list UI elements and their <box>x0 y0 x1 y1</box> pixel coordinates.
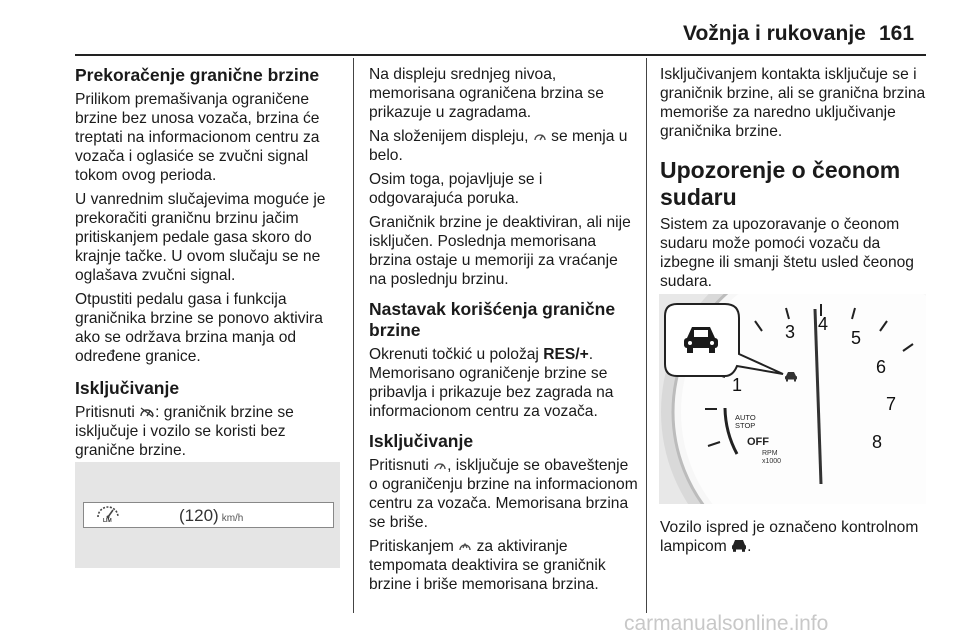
paragraph: Graničnik brzine je deaktiviran, ali nije isključen. Poslednja memorisana brzina ostaje u memoriji za vraćanje na poslednju brzinu. <box>369 214 631 288</box>
tick-label: 3 <box>784 322 796 342</box>
watermark: carmanualsonline.info <box>624 612 829 635</box>
text-span: Na složenijem displeju, <box>369 128 533 145</box>
tick-label: 4 <box>817 314 829 334</box>
text-span: za aktiviranje tempomata deaktivira se graničnik brzine i briše memorisana brzina. <box>369 538 606 593</box>
vehicle-ahead-icon <box>731 539 747 552</box>
paragraph: Sistem za upozoravanje o čeonom sudaru može pomoći vozaču da izbegne ili smanji štetu usled čeonog sudara. <box>660 216 914 290</box>
heading-resume-limiter: Nastavak korišćenja graničnе brzine <box>369 299 616 340</box>
speed-limiter-icon <box>433 459 447 471</box>
rpm-label: x1000 <box>762 458 782 465</box>
text-span: Okrenuti točkić u položaj <box>369 346 544 363</box>
paragraph: Prilikom premašivanja ograničene brzine bez unosa vozača, brzina će treptati na informacionom centru za vozača i oglasiće se zvučni signal tokom ovog perioda. <box>75 91 320 184</box>
text-span: Pritiskanjem <box>369 538 459 555</box>
auto-stop-label: AUTO <box>735 413 756 422</box>
page-header-title: Vožnja i rukovanje <box>683 22 866 45</box>
limiter-off-icon <box>139 406 155 418</box>
limiter-display-bar <box>83 502 334 528</box>
tick-label: 5 <box>850 328 862 348</box>
tachometer-illustration <box>659 294 926 504</box>
speed-limiter-display-figure <box>75 462 340 568</box>
tick-label: 1 <box>731 375 743 395</box>
cruise-control-icon <box>458 540 472 552</box>
column-3 <box>660 65 928 296</box>
text-span: , isključuje se obaveštenje o ograničenju brzine na informacionom centru za vozača. Memorisana brzina se briše. <box>369 457 638 531</box>
heading-switch-off: Isključivanje <box>369 431 474 451</box>
paragraph <box>75 403 343 460</box>
text-span: . <box>747 538 752 555</box>
column-divider-1 <box>353 58 354 613</box>
limit-value <box>179 506 243 526</box>
paragraph: Osim toga, pojavljuje se i odgovarajuća poruka. <box>369 171 543 207</box>
paragraph: Na displeju srednjeg nivoa, memorisana ograničena brzina se prikazuje u zagradama. <box>369 66 604 121</box>
paragraph: U vanrednim slučajevima moguće je prekoračiti graničnu brzinu jačim pritiskanjem pedale gasa skoro do krajnje tačke. U ovom slučaju se ne oglašava zvučni signal. <box>75 191 326 284</box>
column-divider-2 <box>646 58 647 613</box>
heading-forward-collision: Upozorenje o čeonom sudaru <box>660 157 901 210</box>
lim-label: LIM <box>103 518 112 524</box>
tachometer-figure <box>659 294 926 504</box>
column-2 <box>369 65 639 599</box>
paragraph <box>369 537 639 594</box>
heading-switch-off: Isključivanje <box>75 378 180 398</box>
text-span: se menja u belo. <box>369 128 628 164</box>
text-span: : graničnik brzine se isključuje i vozilo se koristi bez graničnе brzine. <box>75 404 294 459</box>
speed-limiter-icon <box>533 130 547 142</box>
paragraph <box>660 518 928 556</box>
paragraph <box>369 345 639 421</box>
auto-stop-label: STOP <box>735 421 756 430</box>
paragraph: Isključivanjem kontakta isključuje se i graničnik brzine, ali se granična brzina memoriše za naredno uključivanje graničnika brzine. <box>660 66 926 140</box>
rpm-label: RPM <box>762 450 778 457</box>
limit-speed: (120) <box>179 506 219 525</box>
header-rule <box>75 54 926 56</box>
tick-label: 7 <box>885 394 897 414</box>
text-span: Pritisnuti <box>369 457 434 474</box>
text-span: Pritisnuti <box>75 404 140 421</box>
column-1 <box>75 65 343 465</box>
paragraph <box>369 127 639 165</box>
text-span: . Memorisano ograničenje brzine se pribavlja i prikazuje bez zagrada na informacionom centru za vozača. <box>369 346 614 420</box>
off-label: OFF <box>747 436 769 448</box>
column-3-caption <box>660 518 928 561</box>
text-span: Vozilo ispred je označeno kontrolnom lampicom <box>660 519 919 555</box>
paragraph: Otpustiti pedalu gasa i funkcija graničnika brzine se ponovo aktivira ako se održava brzina manja od određene granice. <box>75 291 323 365</box>
heading-exceeding-limit: Prekoračenje graničnе brzine <box>75 65 320 85</box>
paragraph <box>369 456 639 532</box>
tick-label: 8 <box>871 432 883 452</box>
tick-label: 6 <box>875 357 887 377</box>
res-position-label: RES/+ <box>543 346 589 363</box>
speed-unit: km/h <box>221 513 244 524</box>
page-number: 161 <box>879 22 915 45</box>
